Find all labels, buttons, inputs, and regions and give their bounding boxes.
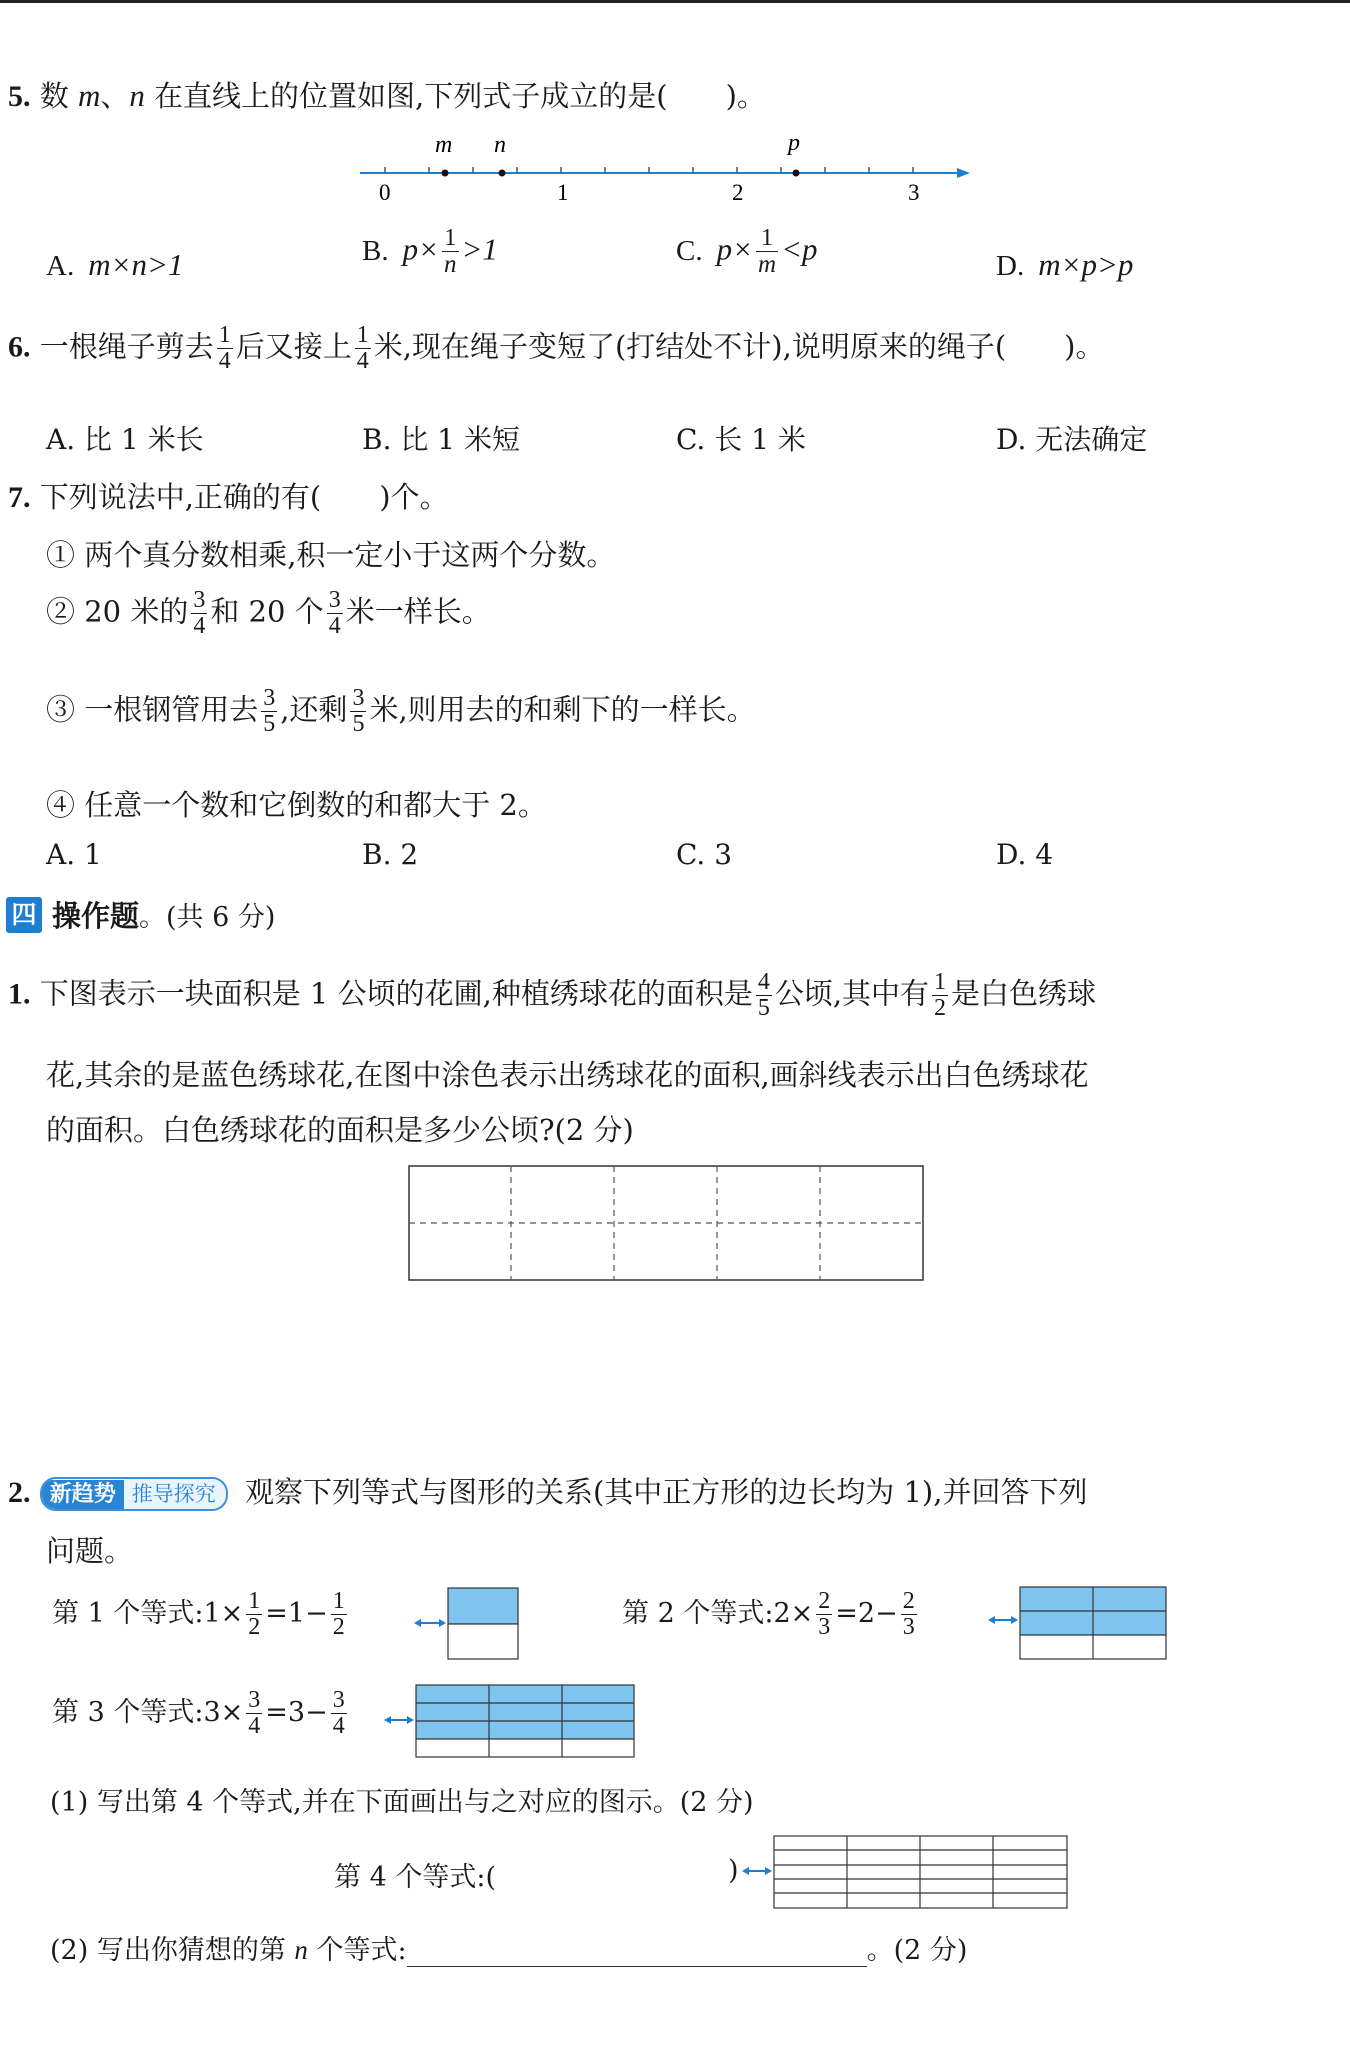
- q5-option-b-pre: p×: [402, 231, 440, 267]
- q5-option-b[interactable]: [362, 226, 498, 278]
- q7-s3-fraction-1: [261, 686, 277, 737]
- eq1-b: =1−: [265, 1598, 328, 1630]
- q7-number: 7.: [8, 481, 31, 514]
- eq3-label: 第 3 个等式:: [52, 1697, 204, 1729]
- q7-statement-3: [46, 686, 756, 737]
- q7-s2-text-a: ② 20 米的: [46, 594, 189, 629]
- q5-option-a-letter: A.: [46, 250, 75, 282]
- q6-option-d[interactable]: D. 无法确定: [996, 423, 1148, 456]
- frac-num: 2: [818, 1588, 831, 1614]
- q6-number: 6.: [8, 330, 31, 364]
- op1-line-2: 花,其余的是蓝色绣球花,在图中涂色表示出绣球花的面积,画斜线表示出白色绣球花: [46, 1058, 1089, 1092]
- q6-text-2: 后又接上: [235, 329, 352, 364]
- op2-line-1: [8, 1470, 1087, 1511]
- q5-sep: 、: [100, 79, 130, 113]
- section-title: 操作题: [52, 899, 140, 933]
- eq3-fraction-1: [246, 1688, 262, 1739]
- eq2-label: 第 2 个等式:: [622, 1598, 774, 1630]
- equation-3: [52, 1688, 350, 1739]
- number-line: [350, 120, 990, 210]
- frac-den: 2: [332, 1614, 345, 1641]
- equation-1: [52, 1589, 350, 1640]
- q7-s2-fraction-1: [191, 588, 207, 639]
- point-m: [442, 170, 449, 177]
- q7-text: 下列说法中,正确的有( )个。: [39, 480, 449, 514]
- point-p: [793, 170, 800, 177]
- frac-num: 3: [352, 685, 365, 711]
- q7-s3-text-c: 米,则用去的和剩下的一样长。: [369, 692, 756, 727]
- q7-option-c[interactable]: C. 3: [676, 838, 733, 871]
- frac-den: n: [444, 251, 457, 279]
- frac-num: 3: [332, 1687, 345, 1713]
- q7-option-d[interactable]: D. 4: [996, 838, 1054, 871]
- frac-den: 4: [248, 1713, 261, 1740]
- frac-num: 1: [934, 969, 947, 995]
- eq2-diagram: [988, 1586, 1168, 1662]
- eq1-fraction-2: [331, 1589, 347, 1640]
- q5-option-b-letter: B.: [362, 234, 389, 267]
- q7-s3-fraction-2: [350, 686, 366, 737]
- q5-option-c-post: <p: [781, 231, 818, 267]
- q7-statement-2: [46, 588, 491, 639]
- op1-line-1: [8, 970, 1096, 1021]
- q5-option-c[interactable]: [676, 226, 818, 278]
- q6-fraction-1: [217, 323, 233, 374]
- eq3-b: =3−: [265, 1697, 328, 1729]
- frac-den: 5: [352, 711, 365, 738]
- tick-3: 3: [908, 180, 920, 205]
- eq1-label: 第 1 个等式:: [52, 1598, 204, 1630]
- op1-text-2: 公顷,其中有: [774, 976, 930, 1011]
- q5-option-d-letter: D.: [996, 250, 1025, 282]
- q5-option-b-post: >1: [461, 231, 498, 267]
- sub2-text-b: 个等式:: [307, 1935, 407, 1966]
- top-border: [0, 0, 1350, 3]
- eq2-fraction-1: [816, 1589, 832, 1640]
- op2-line-2: 问题。: [46, 1534, 134, 1568]
- op1-line-3: 的面积。白色绣球花的面积是多少公顷?(2 分): [46, 1113, 634, 1147]
- sub2-text-c: 。(2 分): [866, 1935, 968, 1966]
- q5-option-d-expr: m×p>p: [1038, 247, 1134, 282]
- q5-option-b-fraction: [442, 226, 459, 278]
- q5-option-a-expr: m×n>1: [88, 247, 184, 282]
- eq1-diagram: [414, 1587, 520, 1661]
- section-header: [6, 894, 275, 935]
- frac-num: 1: [332, 1588, 345, 1614]
- q5-option-d[interactable]: [996, 247, 1133, 283]
- frac-den: 3: [818, 1614, 831, 1641]
- tick-1: 1: [557, 180, 569, 205]
- tick-2: 2: [732, 180, 744, 205]
- frac-num: 2: [902, 1588, 915, 1614]
- q5-var-n: n: [129, 78, 145, 113]
- op2-stem: 观察下列等式与图形的关系(其中正方形的边长均为 1),并回答下列: [244, 1475, 1088, 1509]
- q7-stem: [8, 475, 449, 516]
- label-n: n: [494, 132, 506, 158]
- frac-den: 4: [332, 1713, 345, 1740]
- op1-fraction-2: [932, 970, 948, 1021]
- equation-2: [622, 1589, 920, 1640]
- op2-sub2: [50, 1928, 967, 1967]
- q7-statement-1: ① 两个真分数相乘,积一定小于这两个分数。: [46, 538, 616, 572]
- tick-0: 0: [379, 180, 391, 205]
- frac-den: 4: [193, 613, 206, 640]
- point-n: [499, 170, 506, 177]
- q6-text-3: 米,现在绳子变短了(打结处不计),说明原来的绳子( )。: [373, 329, 1105, 364]
- eq3-a: 3×: [203, 1697, 244, 1729]
- q5-option-c-fraction: [756, 226, 778, 278]
- frac-den: 4: [328, 613, 341, 640]
- q5-number: 5.: [8, 80, 31, 113]
- op1-text-3: 是白色绣球: [951, 976, 1097, 1011]
- frac-num: 1: [442, 226, 459, 252]
- q5-text-a: 数: [39, 79, 78, 113]
- sub2-text-a: (2) 写出你猜想的第: [50, 1935, 295, 1966]
- frac-num: 1: [218, 322, 231, 348]
- frac-num: 1: [248, 1588, 261, 1614]
- q7-s2-text-b: 和 20 个: [210, 594, 324, 629]
- q5-option-c-letter: C.: [676, 234, 703, 267]
- q5-text-b: 在直线上的位置如图,下列式子成立的是( )。: [144, 79, 766, 113]
- eq1-a: 1×: [203, 1598, 244, 1630]
- frac-num: 1: [756, 226, 778, 252]
- section-score: 。(共 6 分): [139, 902, 276, 933]
- eq3-diagram: [384, 1684, 636, 1760]
- frac-den: 2: [248, 1614, 261, 1641]
- op1-number: 1.: [8, 977, 31, 1011]
- frac-num: 3: [328, 587, 341, 613]
- frac-den: 5: [757, 995, 770, 1022]
- frac-num: 1: [356, 322, 369, 348]
- eq2-fraction-2: [901, 1589, 917, 1640]
- eq2-b: =2−: [835, 1598, 898, 1630]
- trend-badge-main: 新趋势: [42, 1480, 124, 1510]
- garden-grid[interactable]: [408, 1165, 924, 1281]
- q5-option-c-pre: p×: [716, 231, 754, 267]
- q6-option-b[interactable]: B. 比 1 米短: [362, 423, 520, 456]
- trend-badge: [40, 1477, 228, 1511]
- op1-text-1: 下图表示一块面积是 1 公顷的花圃,种植绣球花的面积是: [39, 976, 753, 1011]
- op1-fraction-1: [756, 970, 772, 1021]
- q5-option-a[interactable]: [46, 247, 183, 283]
- q7-s2-text-c: 米一样长。: [345, 594, 491, 629]
- q7-statement-4: ④ 任意一个数和它倒数的和都大于 2。: [46, 788, 547, 822]
- frac-den: 5: [263, 711, 276, 738]
- q5-stem: [8, 74, 766, 115]
- frac-den: 3: [902, 1614, 915, 1641]
- q6-option-a[interactable]: A. 比 1 米长: [46, 423, 204, 456]
- q7-s2-fraction-2: [327, 588, 343, 639]
- q6-option-c[interactable]: C. 长 1 米: [676, 423, 806, 456]
- frac-den: m: [758, 251, 777, 279]
- op2-sub1: (1) 写出第 4 个等式,并在下面画出与之对应的图示。(2 分): [50, 1787, 754, 1818]
- frac-den: 4: [218, 348, 231, 375]
- eq3-fraction-2: [331, 1688, 347, 1739]
- trend-badge-sub: 推导探究: [124, 1479, 226, 1509]
- q7-s3-text-b: ,还剩: [280, 692, 348, 727]
- frac-num: 3: [193, 587, 206, 613]
- q7-option-b[interactable]: B. 2: [362, 838, 419, 871]
- frac-den: 2: [934, 995, 947, 1022]
- q7-option-a[interactable]: A. 1: [46, 838, 102, 871]
- op2-number: 2.: [8, 1476, 31, 1509]
- frac-num: 4: [757, 969, 770, 995]
- section-number-box: 四: [6, 897, 42, 933]
- q6-text-1: 一根绳子剪去: [39, 329, 214, 364]
- frac-den: 4: [356, 348, 369, 375]
- eq4-label: 第 4 个等式:(: [334, 1862, 496, 1893]
- eq2-a: 2×: [773, 1598, 814, 1630]
- eq4-close: ): [728, 1855, 739, 1886]
- q6-stem: [8, 323, 1104, 374]
- eq1-fraction-1: [246, 1589, 262, 1640]
- q5-var-m: m: [77, 78, 101, 113]
- q7-s3-text-a: ③ 一根钢管用去: [46, 692, 259, 727]
- answer-blank[interactable]: [407, 1936, 867, 1967]
- frac-num: 3: [263, 685, 276, 711]
- frac-num: 3: [248, 1687, 261, 1713]
- sub2-var-n: n: [294, 1935, 308, 1965]
- eq4-diagram[interactable]: [740, 1835, 1070, 1911]
- label-m: m: [435, 132, 453, 158]
- q6-fraction-2: [355, 323, 371, 374]
- label-p: p: [788, 130, 800, 156]
